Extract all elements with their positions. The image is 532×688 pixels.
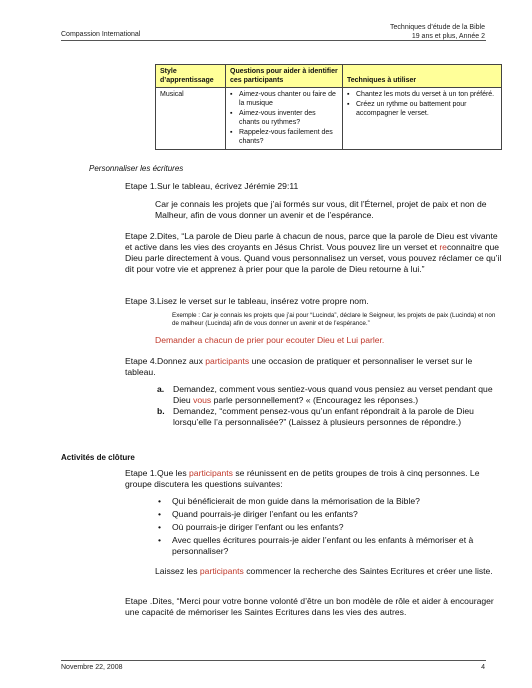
step-4-sublist [155, 384, 505, 428]
closing-step-1-part: se réunissent en de petits groupes de trois à cinq personnes. Le groupe discutera les questions suivantes: [125, 468, 480, 489]
list-item: • Qui bénéficierait de mon guide dans la mémorisation de la Bible? [155, 496, 505, 507]
item-text: Demandez, comment vous sentiez-vous quand vous pensiez au verset pendant que Dieu [173, 384, 493, 405]
table-header-questions: Questions pour aider à identifier ces participants [226, 65, 343, 88]
section-title-personalize: Personnaliser les écritures [89, 164, 184, 173]
list-item [155, 406, 505, 428]
learning-style-table [155, 64, 502, 150]
doc-subtitle: 19 ans et plus, Année 2 [411, 33, 485, 40]
closing-final-step: Etape .Dites, “Merci pour votre bonne volonté d’être un bon modèle de rôle et aider à encourager une capacité de mémoriser les Saintes Ecritures dans les vies des autres. [125, 596, 494, 617]
document-title [390, 23, 485, 41]
table-cell-style: Musical [156, 88, 226, 150]
list-item: • Où pourrais-je diriger l’enfant ou les enfants? [155, 522, 505, 533]
research-highlight: participants [199, 566, 244, 576]
research-part: commencer la recherche des Saintes Ecritures et créer une liste. [243, 566, 493, 576]
doc-title: Techniques d’étude de la Bible [390, 24, 485, 31]
header-divider [61, 40, 486, 41]
example-text: Exemple : Car je connais les projets que j’ai pour “Lucinda”, déclare le Seigneur, les projets de paix (Lucinda) et non de malheur (Lucinda) afin de vous donner un avenir et de l’espérance.” [172, 312, 496, 327]
list-item: • Avec quelles écritures pourrais-je aider l’enfant ou les enfants à mémoriser et à personnaliser? [155, 535, 505, 557]
closing-step-1 [125, 468, 503, 490]
section-title-closing: Activités de clôture [61, 453, 135, 462]
discussion-questions [155, 496, 505, 559]
list-item: • Quand pourrais-je diriger l’enfant ou les enfants? [155, 509, 505, 520]
page-number: 4 [481, 664, 485, 671]
closing-step-1-part: Etape 1.Que les [125, 468, 190, 478]
org-name: Compassion International [61, 31, 141, 38]
table-header-style: Style d’apprentissage [156, 65, 226, 88]
table-header-techniques: Techniques à utiliser [343, 65, 502, 88]
prayer-instruction: Demander a chacun de prier pour ecouter Dieu et Lui parler. [155, 335, 385, 345]
list-item: ▪ Créez un rythme ou battement pour accompagner le verset. [347, 100, 497, 118]
footer-divider [61, 660, 486, 661]
research-instruction [155, 566, 503, 577]
item-highlight: vous [193, 395, 212, 405]
step-2-text [125, 231, 503, 275]
table-header-row [156, 65, 502, 88]
list-item: ▪ Chantez les mots du verset à un ton préféré. [347, 90, 497, 99]
table-cell-questions [226, 88, 343, 150]
verse-text: Car je connais les projets que j’ai formés sur vous, dit l’Éternel, projet de paix et non de Malheur, afin de vous donner un avenir et de l’espérance. [155, 199, 487, 220]
list-item: ▪ Aimez-vous chanter ou faire de la musique [230, 90, 338, 108]
step-4-highlight: participants [205, 356, 250, 366]
footer-date: Novembre 22, 2008 [61, 664, 123, 671]
step-1-text: Etape 1.Sur le tableau, écrivez Jérémie 29:11 [125, 181, 299, 191]
step-4-part: Etape 4.Donnez aux [125, 356, 206, 366]
list-item: ▪ Aimez-vous inventer des chants ou rythmes? [230, 109, 338, 127]
step-2-highlight: re [439, 242, 447, 252]
step-2-part: connaitre que Dieu parle directement à vous. Quand vous personnalisez un verset, vous pouvez réclamer ce qu’il dit pour votre vie et apprenez à prier pour que la parole de Dieu retourne à lui.” [125, 242, 502, 274]
item-marker: a. [157, 384, 165, 394]
closing-step-1-highlight: participants [189, 468, 233, 478]
item-text: Demandez, “comment pensez-vous qu’un enfant répondrait à la parole de Dieu lorsqu’elle l’a personnalisée?” (Laissez à plusieurs personnes de répondre.) [173, 406, 474, 427]
list-item [155, 384, 505, 406]
table-row [156, 88, 502, 150]
table-cell-techniques [343, 88, 502, 150]
list-item: ▪ Rappelez-vous facilement des chants? [230, 128, 338, 146]
step-4-part: une occasion de pratiquer et personnaliser le verset sur le tableau. [125, 356, 473, 377]
step-3-text: Etape 3.Lisez le verset sur le tableau, insérez votre propre nom. [125, 296, 369, 306]
step-2-part: Etape 2.Dites, “La parole de Dieu parle à chacun de nous, parce que la parole de Dieu est vivante et active dans les vies des croyants en Jésus Christ. Vous pouvez lire un verset et [125, 231, 498, 252]
research-part: Laissez les [155, 566, 200, 576]
item-marker: b. [157, 406, 165, 416]
item-text: parle personnellement? « (Encouragez les réponses.) [211, 395, 419, 405]
step-4-text [125, 356, 503, 378]
